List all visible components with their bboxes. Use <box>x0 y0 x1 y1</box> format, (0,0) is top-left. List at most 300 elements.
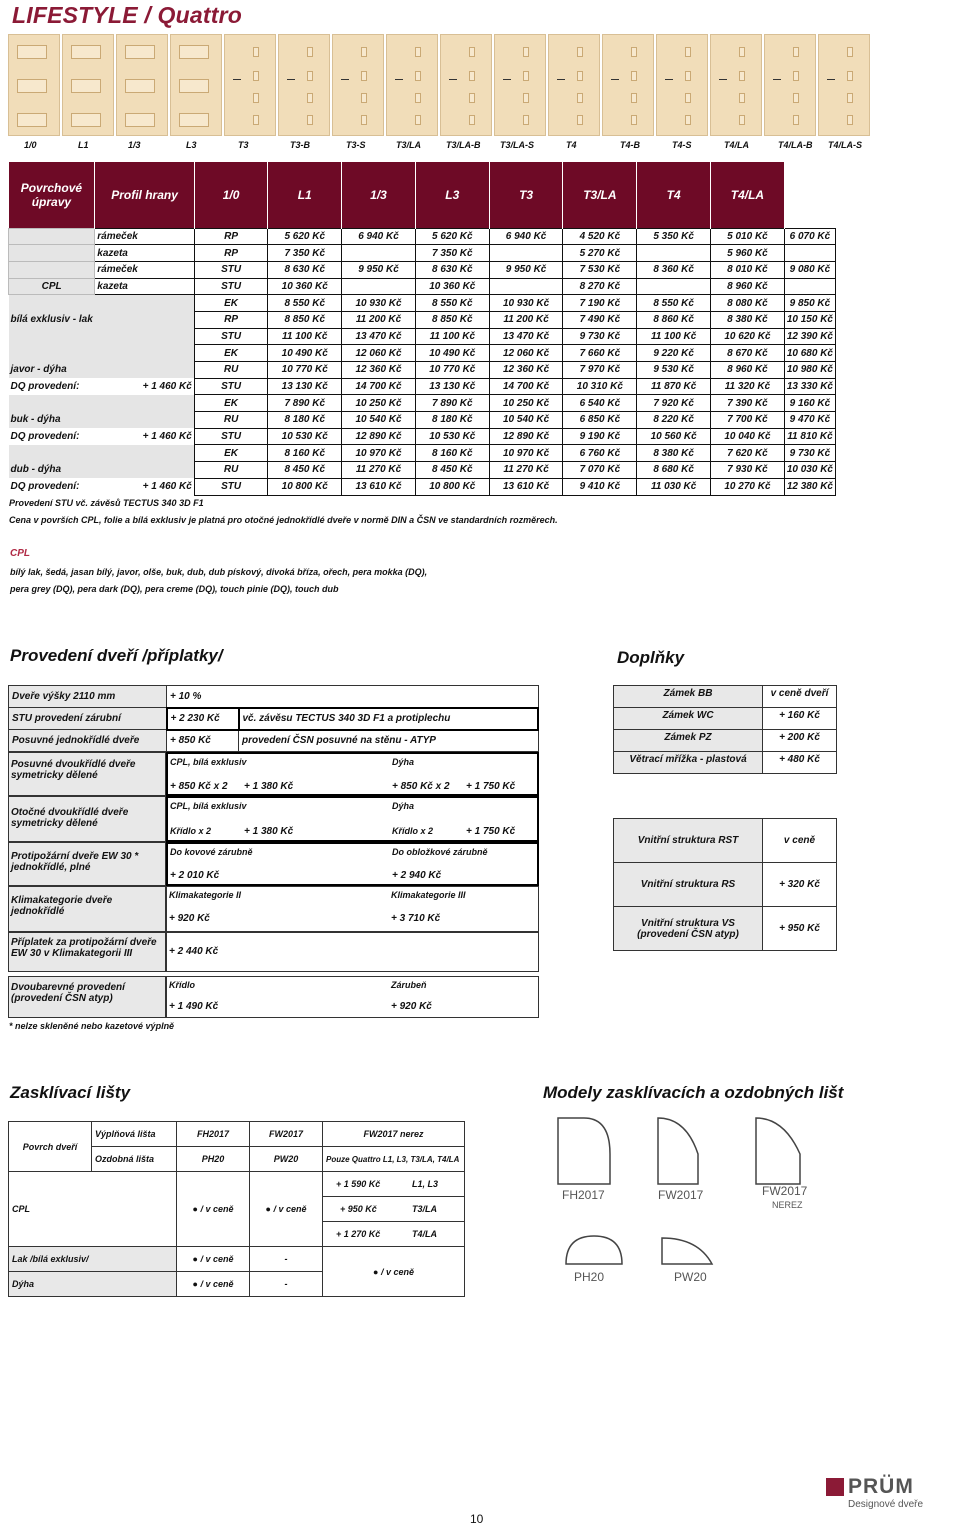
listy-table <box>8 1121 465 1297</box>
door-glass <box>847 93 853 103</box>
price-cell: 5 010 Kč <box>711 228 785 245</box>
price-cell: 8 860 Kč <box>637 311 711 328</box>
price-cell: 13 470 Kč <box>342 328 416 345</box>
door-glass <box>415 47 421 57</box>
door-label: L3 <box>186 140 197 150</box>
cpl-p3: + 1 270 Kč <box>336 1229 381 1239</box>
row-group: DQ provedení: <box>9 478 95 495</box>
row-subtype <box>95 462 195 479</box>
table-row <box>614 907 837 951</box>
title-subtitle: Quattro <box>157 2 242 28</box>
price-cell: 7 490 Kč <box>563 311 637 328</box>
r4-h1: CPL, bílá exklusiv <box>170 757 247 767</box>
door-label: T3-S <box>346 140 366 150</box>
cpl-fw: ● / v ceně <box>250 1172 323 1247</box>
cpl-p1: + 1 590 Kč <box>336 1179 381 1189</box>
dyha-fh: ● / v ceně <box>177 1272 250 1297</box>
price-cell: 11 200 Kč <box>489 311 563 328</box>
row-subtype <box>95 412 195 429</box>
price-cell <box>342 278 416 295</box>
item-label: Vnitřní struktura VS (provedení ČSN atyp) <box>614 907 763 951</box>
door-glass <box>523 47 529 57</box>
cpl-p2: + 950 Kč <box>340 1204 377 1214</box>
doplnky-title: Doplňky <box>617 648 685 667</box>
price-cell: 8 220 Kč <box>637 412 711 429</box>
column-header: L3 <box>415 162 489 228</box>
door-glass <box>793 47 799 57</box>
price-cell: 7 660 Kč <box>563 345 637 362</box>
h-ozdobna: Ozdobná lišta <box>92 1147 177 1172</box>
row-group: CPL <box>9 278 95 295</box>
item-price: + 200 Kč <box>763 730 837 752</box>
item-price: v ceně <box>763 819 837 863</box>
price-cell <box>637 245 711 262</box>
column-header: 1/0 <box>194 162 268 228</box>
row-profile: RP <box>194 228 268 245</box>
price-cell: 7 530 Kč <box>563 261 637 278</box>
door-glass <box>523 115 529 125</box>
price-cell: 9 730 Kč <box>563 328 637 345</box>
door-glass <box>739 93 745 103</box>
column-header: 1/3 <box>342 162 416 228</box>
row-label: Otočné dvoukřídlé dveře symetricky dělené <box>8 796 166 842</box>
door-label: T3/LA-S <box>500 140 535 150</box>
row-label: Dvoubarevné provedení (provedení ČSN atyp) <box>8 976 166 1018</box>
price-cell: 12 360 Kč <box>489 362 563 379</box>
model-ph20: PH20 <box>574 1270 605 1284</box>
door-illustration <box>224 34 276 136</box>
door-handle-icon <box>449 79 457 80</box>
price-cell: 10 530 Kč <box>415 428 489 445</box>
price-cell: 8 630 Kč <box>268 261 342 278</box>
row-dyha: Dýha <box>9 1272 177 1297</box>
h-vyplnova: Výplňová lišta <box>92 1122 177 1147</box>
cpl-m2: T3/LA <box>412 1204 438 1214</box>
door-label: T3-B <box>290 140 310 150</box>
door-label: T3 <box>238 140 249 150</box>
price-cell: 8 550 Kč <box>637 295 711 312</box>
row-subtype <box>95 345 195 362</box>
row-profile: RP <box>194 311 268 328</box>
table-row <box>9 378 836 395</box>
door-handle-icon <box>665 79 673 80</box>
door-panel <box>71 79 101 93</box>
price-cell <box>784 245 835 262</box>
model-fh2017: FH2017 <box>562 1188 605 1202</box>
row-label: Posuvné dvoukřídlé dveře symetricky dělené <box>8 752 166 796</box>
price-cell: 8 960 Kč <box>711 278 785 295</box>
price-table <box>8 162 836 496</box>
row-subtype <box>95 395 195 412</box>
price-cell: 7 620 Kč <box>711 445 785 462</box>
model-nerez: NEREZ <box>772 1200 803 1210</box>
door-illustration <box>116 34 168 136</box>
door-glass <box>307 93 313 103</box>
provedeni-row <box>9 730 539 752</box>
row-subtype <box>95 295 195 312</box>
r9-v3: + 920 Kč <box>391 1001 432 1012</box>
door-glass <box>685 115 691 125</box>
row-label: Dveře výšky 2110 mm <box>9 686 167 708</box>
row-value: + 850 Kč <box>167 730 239 752</box>
page-number: 10 <box>470 1512 484 1526</box>
door-illustration <box>494 34 546 136</box>
price-cell: 14 700 Kč <box>342 378 416 395</box>
price-cell: 10 310 Kč <box>563 378 637 395</box>
price-cell: 12 890 Kč <box>489 428 563 445</box>
door-glass <box>469 47 475 57</box>
provedeni-table-top <box>8 685 539 752</box>
row-subtype: kazeta <box>95 278 195 295</box>
price-cell: 8 180 Kč <box>268 412 342 429</box>
row-subtype <box>95 445 195 462</box>
door-handle-icon <box>611 79 619 80</box>
table-row <box>9 278 836 295</box>
logo-mark-icon <box>826 1478 844 1496</box>
r4-h2: Dýha <box>392 757 415 767</box>
r9-v1: + 1 490 Kč <box>169 1001 219 1012</box>
door-glass <box>793 115 799 125</box>
door-glass <box>793 71 799 81</box>
price-cell: 8 270 Kč <box>563 278 637 295</box>
model-fw2017: FW2017 <box>658 1188 704 1202</box>
price-cell <box>489 278 563 295</box>
item-label: Zámek PZ <box>614 730 763 752</box>
door-illustration <box>764 34 816 136</box>
r4-v1: + 850 Kč x 2 <box>170 781 228 792</box>
price-cell: 8 960 Kč <box>711 362 785 379</box>
door-illustration <box>332 34 384 136</box>
table-row <box>9 445 836 462</box>
door-glass <box>685 71 691 81</box>
table-row <box>614 752 837 774</box>
r7-v1: + 920 Kč <box>169 913 210 924</box>
door-glass <box>523 71 529 81</box>
price-cell: 9 950 Kč <box>489 261 563 278</box>
price-cell: 12 060 Kč <box>489 345 563 362</box>
door-panel <box>179 79 209 93</box>
column-header: T3/LA <box>563 162 637 228</box>
row-group: DQ provedení: <box>9 378 95 395</box>
door-panel <box>17 79 47 93</box>
door-handle-icon <box>719 79 727 80</box>
r5-v1: Křídlo x 2 <box>170 826 212 836</box>
dyha-fw: - <box>250 1272 323 1297</box>
price-cell: 12 380 Kč <box>784 478 835 495</box>
door-glass <box>415 93 421 103</box>
door-label: T4/LA-S <box>828 140 863 150</box>
brand-logo <box>826 1475 923 1510</box>
price-cell: 11 320 Kč <box>711 378 785 395</box>
price-cell: 10 560 Kč <box>637 428 711 445</box>
row-group: DQ provedení: <box>9 428 95 445</box>
row-value: + 2 230 Kč <box>167 708 239 730</box>
price-cell: 10 930 Kč <box>342 295 416 312</box>
door-glass <box>523 93 529 103</box>
price-cell: 10 540 Kč <box>342 412 416 429</box>
title-separator: / <box>137 2 158 28</box>
price-cell: 5 350 Kč <box>637 228 711 245</box>
price-cell: 8 450 Kč <box>268 462 342 479</box>
row-profile: EK <box>194 395 268 412</box>
table-row <box>9 328 836 345</box>
price-cell: 10 360 Kč <box>415 278 489 295</box>
provedeni-r5-box <box>166 796 539 842</box>
cpl-n3 <box>323 1222 465 1247</box>
price-cell: 10 030 Kč <box>784 462 835 479</box>
cpl-m1: L1, L3 <box>412 1179 439 1189</box>
door-glass <box>847 115 853 125</box>
row-label: Klimakategorie dveře jednokřídlé <box>8 886 166 932</box>
r4-v2: + 1 380 Kč <box>244 781 294 792</box>
price-cell: 11 100 Kč <box>268 328 342 345</box>
provedeni-title: Provedení dveří /příplatky/ <box>10 646 223 665</box>
table-row <box>614 708 837 730</box>
door-glass <box>415 115 421 125</box>
price-cell: 7 700 Kč <box>711 412 785 429</box>
page-title <box>12 2 242 29</box>
item-price: v ceně dveří <box>763 686 837 708</box>
price-cell: 9 530 Kč <box>637 362 711 379</box>
row-group <box>9 295 95 312</box>
door-illustration <box>8 34 60 136</box>
column-header: T4/LA <box>711 162 785 228</box>
price-cell: 9 410 Kč <box>563 478 637 495</box>
price-cell: 8 360 Kč <box>637 261 711 278</box>
door-glass <box>847 47 853 57</box>
price-cell: 7 350 Kč <box>268 245 342 262</box>
price-table-header <box>9 162 836 228</box>
row-group <box>9 328 95 345</box>
price-cell: 10 800 Kč <box>415 478 489 495</box>
price-cell: 9 950 Kč <box>342 261 416 278</box>
model-pw20: PW20 <box>674 1270 707 1284</box>
price-cell: 10 620 Kč <box>711 328 785 345</box>
door-glass <box>415 71 421 81</box>
table-row <box>9 295 836 312</box>
note-stu: Provedení STU vč. závěsů TECTUS 340 3D F1 <box>9 498 204 508</box>
r7-v3: + 3 710 Kč <box>391 913 441 924</box>
cpl-colors <box>10 564 530 598</box>
brand-tagline: Designové dveře <box>848 1499 924 1510</box>
model-fw2017-nerez: FW2017 <box>762 1184 808 1198</box>
price-cell: 13 610 Kč <box>489 478 563 495</box>
door-glass <box>361 71 367 81</box>
price-cell: 7 920 Kč <box>637 395 711 412</box>
r5-v2: + 1 380 Kč <box>244 826 294 837</box>
price-cell: 6 850 Kč <box>563 412 637 429</box>
r5-v3: Křídlo x 2 <box>392 826 434 836</box>
door-handle-icon <box>395 79 403 80</box>
r6-v3: + 2 940 Kč <box>392 870 442 881</box>
row-subtype: + 1 460 Kč <box>95 378 195 395</box>
price-cell: 9 850 Kč <box>784 295 835 312</box>
door-glass <box>739 115 745 125</box>
price-cell: 12 060 Kč <box>342 345 416 362</box>
lak-fw: - <box>250 1247 323 1272</box>
price-cell: 7 970 Kč <box>563 362 637 379</box>
row-group <box>9 395 95 412</box>
row-profile: STU <box>194 261 268 278</box>
provedeni-r8-box <box>166 932 539 972</box>
row-group <box>9 228 95 245</box>
r7-h2: Klimakategorie III <box>391 890 466 900</box>
price-cell: 7 190 Kč <box>563 295 637 312</box>
door-illustration <box>656 34 708 136</box>
price-cell: 6 760 Kč <box>563 445 637 462</box>
item-price: + 950 Kč <box>763 907 837 951</box>
price-cell: 10 250 Kč <box>489 395 563 412</box>
table-row <box>9 228 836 245</box>
price-cell: 10 490 Kč <box>415 345 489 362</box>
item-label: Zámek WC <box>614 708 763 730</box>
door-illustration <box>710 34 762 136</box>
price-cell: 8 380 Kč <box>637 445 711 462</box>
row-group: buk - dýha <box>9 412 95 429</box>
column-header: Povrchové úpravy <box>9 162 95 228</box>
price-cell: 10 360 Kč <box>268 278 342 295</box>
provedeni-table-bottom <box>8 752 539 1018</box>
provedeni-r9-box <box>166 976 539 1018</box>
price-cell: 11 870 Kč <box>637 378 711 395</box>
door-label: T4/LA-B <box>778 140 813 150</box>
provedeni-r4-box <box>166 752 539 796</box>
cpl-label: CPL <box>10 548 30 559</box>
table-row <box>614 730 837 752</box>
price-cell: 13 610 Kč <box>342 478 416 495</box>
door-label: T3/LA <box>396 140 422 150</box>
row-label: STU provedení zárubní <box>9 708 167 730</box>
table-row <box>9 1247 465 1272</box>
price-cell: 10 980 Kč <box>784 362 835 379</box>
price-cell: 7 890 Kč <box>268 395 342 412</box>
row-subtype <box>95 362 195 379</box>
door-label: T3/LA-B <box>446 140 481 150</box>
table-row <box>614 819 837 863</box>
price-cell: 10 490 Kč <box>268 345 342 362</box>
door-label: T4/LA <box>724 140 750 150</box>
price-cell: 7 390 Kč <box>711 395 785 412</box>
r7-h1: Klimakategorie II <box>169 890 242 900</box>
price-cell: 5 270 Kč <box>563 245 637 262</box>
table-row <box>9 245 836 262</box>
price-cell: 8 630 Kč <box>415 261 489 278</box>
price-cell: 7 890 Kč <box>415 395 489 412</box>
door-illustration <box>170 34 222 136</box>
door-handle-icon <box>827 79 835 80</box>
table-row <box>9 345 836 362</box>
door-panel <box>179 45 209 59</box>
price-cell: 8 550 Kč <box>268 295 342 312</box>
price-cell: 12 360 Kč <box>342 362 416 379</box>
price-cell: 10 040 Kč <box>711 428 785 445</box>
r4-v4: + 1 750 Kč <box>466 781 516 792</box>
r6-h2: Do obložkové zárubně <box>392 847 488 857</box>
column-header: T4 <box>637 162 711 228</box>
row-profile: RP <box>194 245 268 262</box>
door-glass <box>577 115 583 125</box>
price-cell: 11 270 Kč <box>489 462 563 479</box>
r5-v4: + 1 750 Kč <box>466 826 516 837</box>
price-cell: 8 160 Kč <box>415 445 489 462</box>
door-panel <box>71 113 101 127</box>
h-fh2017: FH2017 <box>177 1122 250 1147</box>
h-fw2017-nerez: FW2017 nerez <box>323 1122 465 1147</box>
door-glass <box>631 93 637 103</box>
cpl-n1 <box>323 1172 465 1197</box>
h-ph20: PH20 <box>177 1147 250 1172</box>
door-glass <box>739 71 745 81</box>
row-subtype <box>95 328 195 345</box>
door-glass <box>253 47 259 57</box>
price-cell: 5 620 Kč <box>268 228 342 245</box>
price-cell: 7 350 Kč <box>415 245 489 262</box>
price-cell: 11 200 Kč <box>342 311 416 328</box>
footnote: * nelze skleněné nebo kazetové výplně <box>9 1021 175 1031</box>
table-row <box>614 686 837 708</box>
row-profile: STU <box>194 328 268 345</box>
item-label: Větrací mřížka - plastová <box>614 752 763 774</box>
row-note: vč. závěsu TECTUS 340 3D F1 a protiplechu <box>239 708 539 730</box>
r5-h2: Dýha <box>392 801 415 811</box>
door-glass <box>685 47 691 57</box>
row-subtype <box>95 311 195 328</box>
row-subtype: kazeta <box>95 245 195 262</box>
door-glass <box>793 93 799 103</box>
brand-name: PRÜM <box>848 1475 914 1498</box>
door-label: T4-B <box>620 140 640 150</box>
door-glass <box>253 71 259 81</box>
row-profile: STU <box>194 428 268 445</box>
price-cell: 8 850 Kč <box>415 311 489 328</box>
table-row <box>9 478 836 495</box>
price-cell: 12 390 Kč <box>784 328 835 345</box>
doplnky-table <box>613 685 837 774</box>
provedeni-row <box>9 686 539 708</box>
row-label: Protipožární dveře EW 30 * jednokřídlé, plné <box>8 842 166 886</box>
price-cell: 10 970 Kč <box>489 445 563 462</box>
door-panel <box>125 45 155 59</box>
price-cell: 9 080 Kč <box>784 261 835 278</box>
row-cpl: CPL <box>9 1172 177 1247</box>
row-value: + 10 % <box>167 686 539 708</box>
item-label: Vnitřní struktura RST <box>614 819 763 863</box>
door-glass <box>631 47 637 57</box>
door-handle-icon <box>557 79 565 80</box>
row-label: Příplatek za protipožární dveře EW 30 v Klimakategorii III <box>8 932 166 972</box>
cpl-fh: ● / v ceně <box>177 1172 250 1247</box>
row-subtype: + 1 460 Kč <box>95 428 195 445</box>
price-cell: 6 540 Kč <box>563 395 637 412</box>
door-glass <box>739 47 745 57</box>
price-cell: 8 850 Kč <box>268 311 342 328</box>
price-cell: 10 770 Kč <box>268 362 342 379</box>
table-row <box>9 362 836 379</box>
row-subtype: rámeček <box>95 261 195 278</box>
title-main-text: LIFESTYLE <box>12 2 138 28</box>
price-cell: 8 550 Kč <box>415 295 489 312</box>
door-illustration <box>440 34 492 136</box>
r6-v1: + 2 010 Kč <box>170 870 220 881</box>
cpl-line-2: pera grey (DQ), pera dark (DQ), pera creme (DQ), touch pinie (DQ), touch dub <box>10 584 339 594</box>
door-panel <box>71 45 101 59</box>
row-group: javor - dýha <box>9 362 95 379</box>
price-cell: 13 130 Kč <box>415 378 489 395</box>
door-glass <box>631 71 637 81</box>
price-cell: 10 150 Kč <box>784 311 835 328</box>
price-cell: 11 270 Kč <box>342 462 416 479</box>
item-label: Zámek BB <box>614 686 763 708</box>
